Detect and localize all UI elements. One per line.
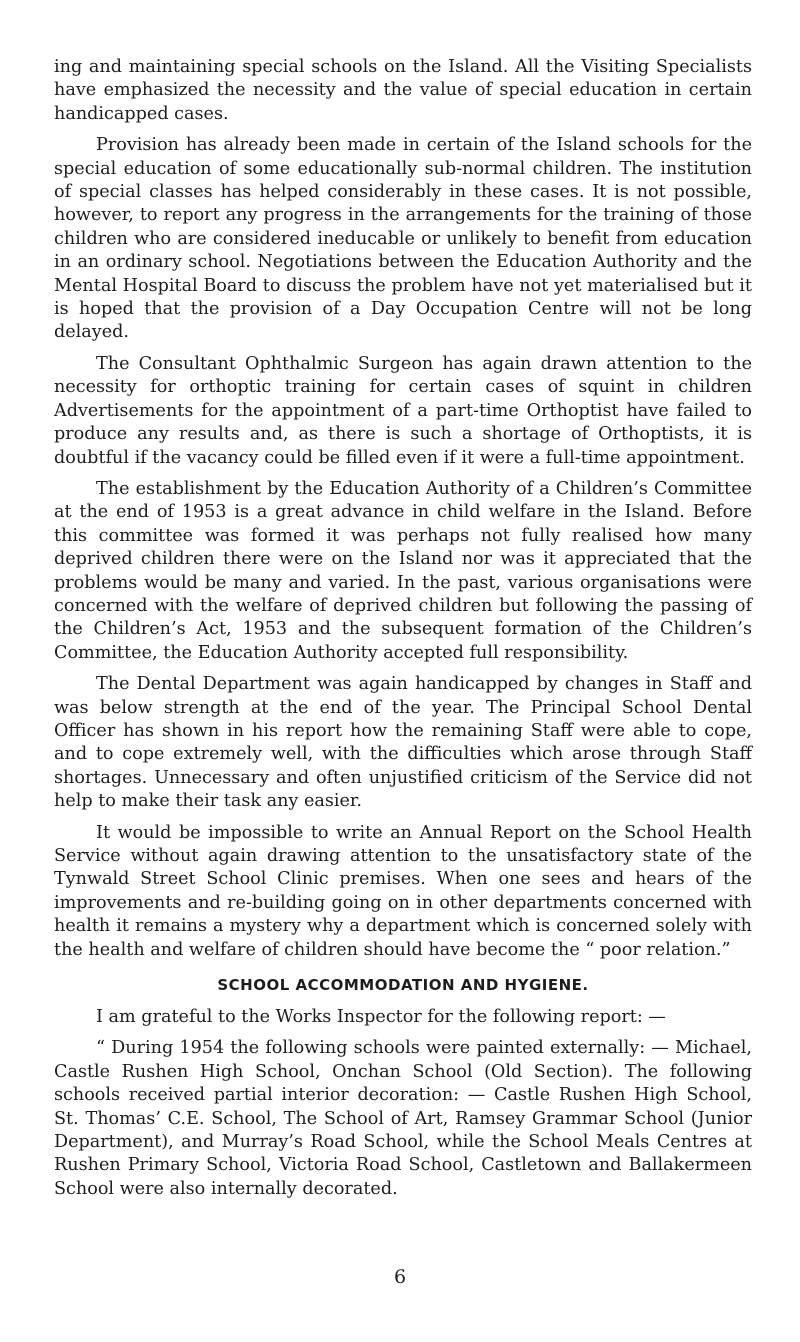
page-number: 6	[393, 1266, 407, 1288]
paragraph-clinic-premises: It would be impossible to write an Annual Report on the School Health Service without again drawing attention to the unsatisfactory state of the Tynwald Street School Clinic premises. When one sees and hears of the improvements and re-building going on in other departments concerned with health it remains a mystery why a department which is concerned solely with the health and welfare of children should have become the “ poor relation.”	[54, 822, 752, 960]
paragraph-orthoptic-training: The Consultant Ophthalmic Surgeon has again drawn attention to the necessity for orthoptic training for certain cases of squint in children Advertisements for the appointment of a part-time Orthoptist have failed to produce any results and, as there is such a shortage of Orthoptists, it is doubtful if the vacancy could be filled even if it were a full-time appointment.	[54, 353, 752, 468]
paragraph-dental-department: The Dental Department was again handicapped by changes in Staff and was below strength at the end of the year. The Principal School Dental Officer has shown in his report how the remaining Staff were able to cope, and to cope extremely well, with the difficulties which arose through Staff shortages. Unnecessary and often unjustified criticism of the Service did not help to make their task any easier.	[54, 674, 752, 812]
paragraph-childrens-committee: The establishment by the Education Authority of a Children’s Committee at the end of 1953 is a great advance in child welfare in the Island. Before this committee was formed it was perhaps not fully realised how many deprived children there were on the Island nor was it appreciated that the problems would be many and varied. In the past, various organisations were concerned with the welfare of deprived children but following the passing of the Children’s Act, 1953 and the subsequent formation of the Children’s Committee, the Education Authority accepted full responsibility.	[54, 478, 752, 663]
paragraph-special-schools: ing and maintaining special schools on the Island. All the Visiting Specialists have emphasized the necessity and the value of special education in certain handicapped cases.	[54, 57, 752, 124]
section-heading: SCHOOL ACCOMMODATION AND HYGIENE.	[217, 976, 589, 995]
paragraph-schools-painted: “ During 1954 the following schools were painted externally: — Michael, Castle Rushen High School, Onchan School (Old Section). The following schools received partial interior decoration: — Castle Rushen High School, St. Thomas’ C.E. School, The School of Art, Ramsey Grammar School (Junior Department), and Murray’s Road School, while the School Meals Centres at Rushen Primary School, Victoria Road School, Castletown and Ballakermeen School were also internally decorated.	[54, 1038, 752, 1199]
document-page	[54, 56, 752, 1209]
paragraph-special-education-provision: Provision has already been made in certain of the Island schools for the special education of some educationally sub-normal children. The institution of special classes has helped considerably in these cases. It is not possible, however, to report any progress in the arrangements for the training of those children who are considered ineducable or unlikely to benefit from education in an ordinary school. Negotiations between the Education Authority and the Mental Hospital Board to discuss the problem have not yet materialised but it is hoped that the provision of a Day Occupation Centre will not be long delayed.	[54, 135, 752, 343]
paragraph-works-inspector: I am grateful to the Works Inspector for the following report: —	[96, 1007, 666, 1028]
